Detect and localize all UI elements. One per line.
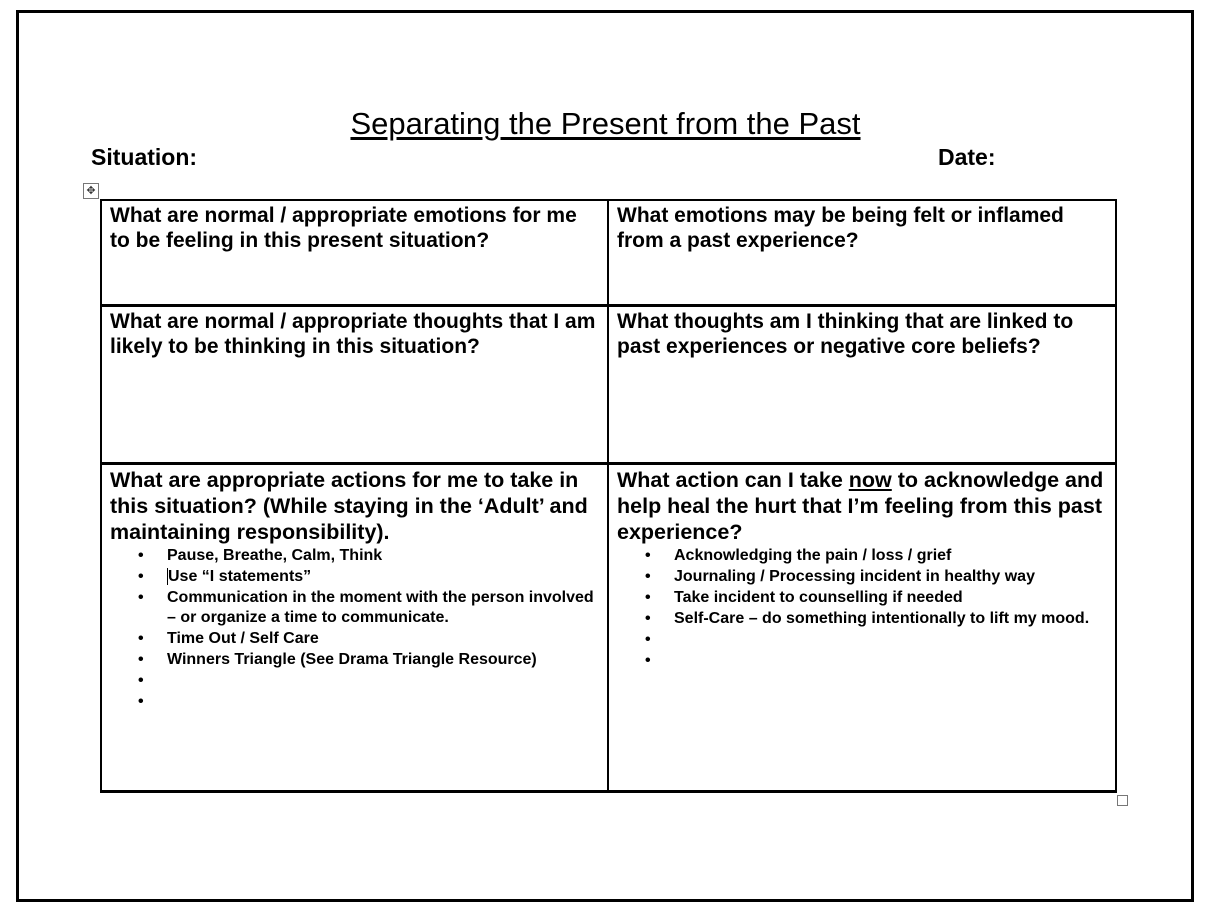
list-item: • Communication in the moment with the person involved – or organize a time to communicate.	[167, 588, 599, 628]
past-actions-list	[617, 546, 1107, 671]
question-actions-present: What are appropriate actions for me to take in this situation? (While staying in the ‘Adult’ and maintaining responsibility).	[110, 468, 588, 544]
table-resize-handle[interactable]	[1117, 795, 1128, 806]
cell-actions-present[interactable]	[100, 462, 609, 793]
list-item: • Self-Care – do something intentionally to lift my mood.	[674, 609, 1107, 629]
list-item: • Pause, Breathe, Calm, Think	[167, 546, 599, 566]
list-item	[674, 651, 1107, 671]
question-emotions-past: What emotions may be being felt or inflamed from a past experience?	[617, 204, 1064, 252]
situation-label: Situation:	[91, 144, 198, 170]
list-item: • Journaling / Processing incident in healthy way	[674, 567, 1107, 587]
question-actions-past-part1: What action can I take	[617, 468, 849, 492]
cell-thoughts-present[interactable]	[100, 304, 609, 465]
question-actions-past-now: now	[848, 468, 892, 492]
cell-actions-past[interactable]	[607, 462, 1117, 793]
question-thoughts-present: What are normal / appropriate thoughts that I am likely to be thinking in this situation?	[110, 310, 596, 358]
cell-emotions-past[interactable]	[607, 199, 1117, 307]
question-emotions-present: What are normal / appropriate emotions for me to be feeling in this present situation?	[110, 204, 577, 252]
table-move-handle-icon[interactable]: ✥	[83, 183, 99, 199]
present-actions-list	[110, 546, 599, 712]
list-item: • Time Out / Self Care	[167, 629, 599, 649]
question-thoughts-past: What thoughts am I thinking that are linked to past experiences or negative core beliefs?	[617, 310, 1074, 358]
question-actions-past	[617, 467, 1107, 545]
page-title: Separating the Present from the Past	[350, 106, 861, 141]
worksheet-table	[100, 199, 1117, 793]
question-actions-past-part2: to acknowledge and help heal the hurt that I’m feeling from this past experience?	[617, 468, 1104, 544]
cell-thoughts-past[interactable]	[607, 304, 1117, 465]
list-item-text: Use “I statements”	[168, 568, 312, 585]
date-label: Date:	[938, 144, 996, 170]
list-item	[167, 567, 599, 587]
list-item: • Winners Triangle (See Drama Triangle Resource)	[167, 650, 599, 670]
list-item	[167, 671, 599, 691]
list-item	[167, 692, 599, 712]
cell-emotions-present[interactable]	[100, 199, 609, 307]
list-item: • Acknowledging the pain / loss / grief	[674, 546, 1107, 566]
list-item: • Take incident to counselling if needed	[674, 588, 1107, 608]
list-item	[674, 630, 1107, 650]
